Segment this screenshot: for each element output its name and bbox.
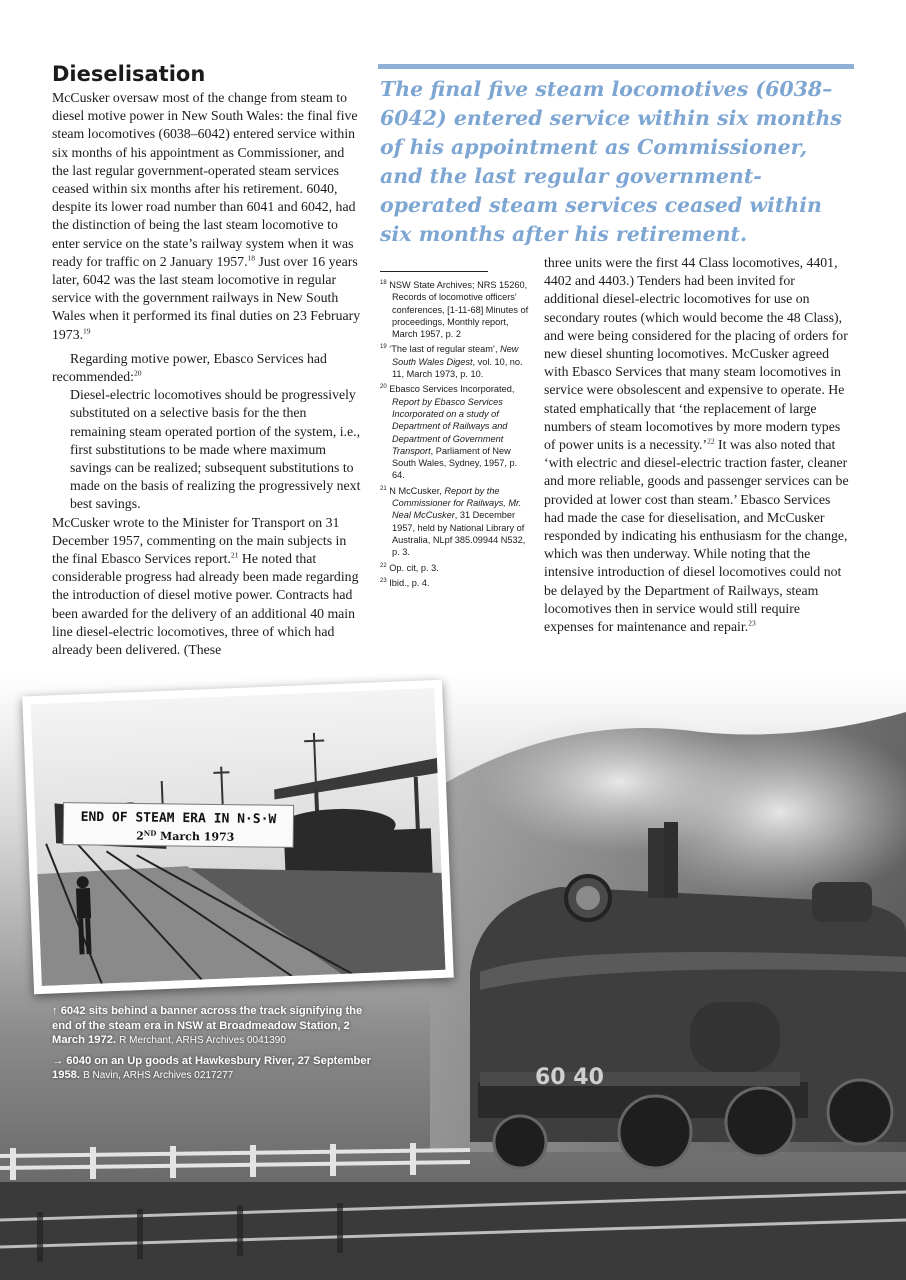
footnote-rule xyxy=(380,271,488,272)
footnotes xyxy=(380,279,530,592)
photo-captions xyxy=(52,1004,372,1089)
caption-main-photo: → 6040 on an Up goods at Hawkesbury River, 27 September 1958. B Navin, ARHS Archives 0217277 xyxy=(52,1054,371,1081)
left-column xyxy=(52,89,364,659)
pullquote: The final five steam locomotives (6038–6042) entered service within six months of his appointment as Commissioner, and the last regular government-operated steam services ceased within six months after his retirement. xyxy=(380,77,842,246)
right-paragraph-1: three units were the first 44 Class locomotives, 4401, 4402 and 4403.) Tenders had been invited for additional diesel-electric locomotives for use on secondary routes (which would become the 48 Class), and were being considered for the placing of orders for new diesel shunting locomotives. McCusker agreed with Ebasco Services that many steam locomotives in service were obsolescent and expensive to operate. He stated emphatically that ‘the replacement of large numbers of steam locomotives by more modern types of power units is a necessity.’$^{22}$ It was also noted that ‘with electric and diesel-electric traction faster, cleaner and more reliable, goods and passenger services can be provided at lower cost than steam.’ Ebasco Services had made the case for dieselisation, and McCusker responded by indicating his enthusiasm for the change, which was then underway. While noting that the intensive introduction of diesel locomotives could not be delayed by the Department of Railways, steam locomotives then in service would still require expenses for maintenance and repair.$^{23}$ xyxy=(544,255,849,635)
footnote-19: $^{19}$ ‘The last of regular steam’, New South Wales Digest, vol. 10, no. 11, March 1973, p. 10. xyxy=(380,344,523,380)
loco-number-plate: 60 40 xyxy=(535,1065,604,1090)
left-paragraph-1: McCusker oversaw most of the change from steam to diesel motive power in New South Wales: the final five steam locomotives (6038–6042) entered service within six months of his appointment as Commissioner, and the last regular government-operated steam services ceased within six months after his retirement. 6040, despite its lower road number than 6041 and 6042, had the distinction of being the last steam locomotive to enter service on the state’s railway system when it was ready for traffic on 2 January 1957.18 Just over 16 years later, 6042 was the last steam locomotive in regular service with the government railways in New South Wales when it performed its final duties on 23 February 1973.19 xyxy=(52,90,361,342)
footnote-23: $^{23}$ Ibid., p. 4. xyxy=(380,577,430,588)
photo-end-of-steam-banner xyxy=(31,688,446,986)
left-paragraph-3: McCusker wrote to the Minister for Transport on 31 December 1957, commenting on the main subjects in the final Ebasco Services report.$^{21}$ He noted that considerable progress had already been made regarding the introduction of diesel motive power. Contracts had been awarded for the delivery of an additional 40 main line diesel-electric locomotives, three of which had already been delivered. (These xyxy=(52,514,359,658)
banner-text-line2: 2ND March 1973 xyxy=(136,828,235,844)
footnote-18: $^{18}$ NSW State Archives; NRS 15260, Records of locomotive officers' conferences, [1-11-68] Minutes of proceedings, Monthly report, March 1957, p. 2 xyxy=(380,279,529,340)
right-column xyxy=(544,254,850,636)
banner-text-line1: END OF STEAM ERA IN N·S·W xyxy=(80,809,277,828)
block-quote: Diesel-electric locomotives should be progressively substituted on a selective basis for the then remaining steam operated portion of the system, i.e., first substitutions to be made where maximum savings can be realized; subsequent substitutions to made on the basis of realizing the progressively next best savings. xyxy=(70,387,361,512)
section-heading: Dieselisation xyxy=(52,62,206,86)
footnote-22: $^{22}$ Op. cit, p. 3. xyxy=(380,562,439,573)
caption-inset-photo: ↑ 6042 sits behind a banner across the track signifying the end of the steam era in NSW at Broadmeadow Station, 2 March 1972. R Merchant, ARHS Archives 0041390 xyxy=(52,1005,363,1046)
footnote-21: $^{21}$ N McCusker, Report by the Commissioner for Railways, Mr. Neal McCusker, 31 December 1957, held by National Library of Australia, NLpf 385.09944 N532, p. 3. xyxy=(380,485,526,558)
inset-photo-frame xyxy=(22,680,454,995)
footnote-20: $^{20}$ Ebasco Services Incorporated, Report by Ebasco Services Incorporated on a study of Department of Railways and Department of Government Transport, Parliament of New South Wales, Sydney, 1957, p. 64. xyxy=(380,384,518,481)
pullquote-rule xyxy=(378,64,854,69)
left-paragraph-2: Regarding motive power, Ebasco Services had recommended:$^{20}$ xyxy=(52,350,327,385)
